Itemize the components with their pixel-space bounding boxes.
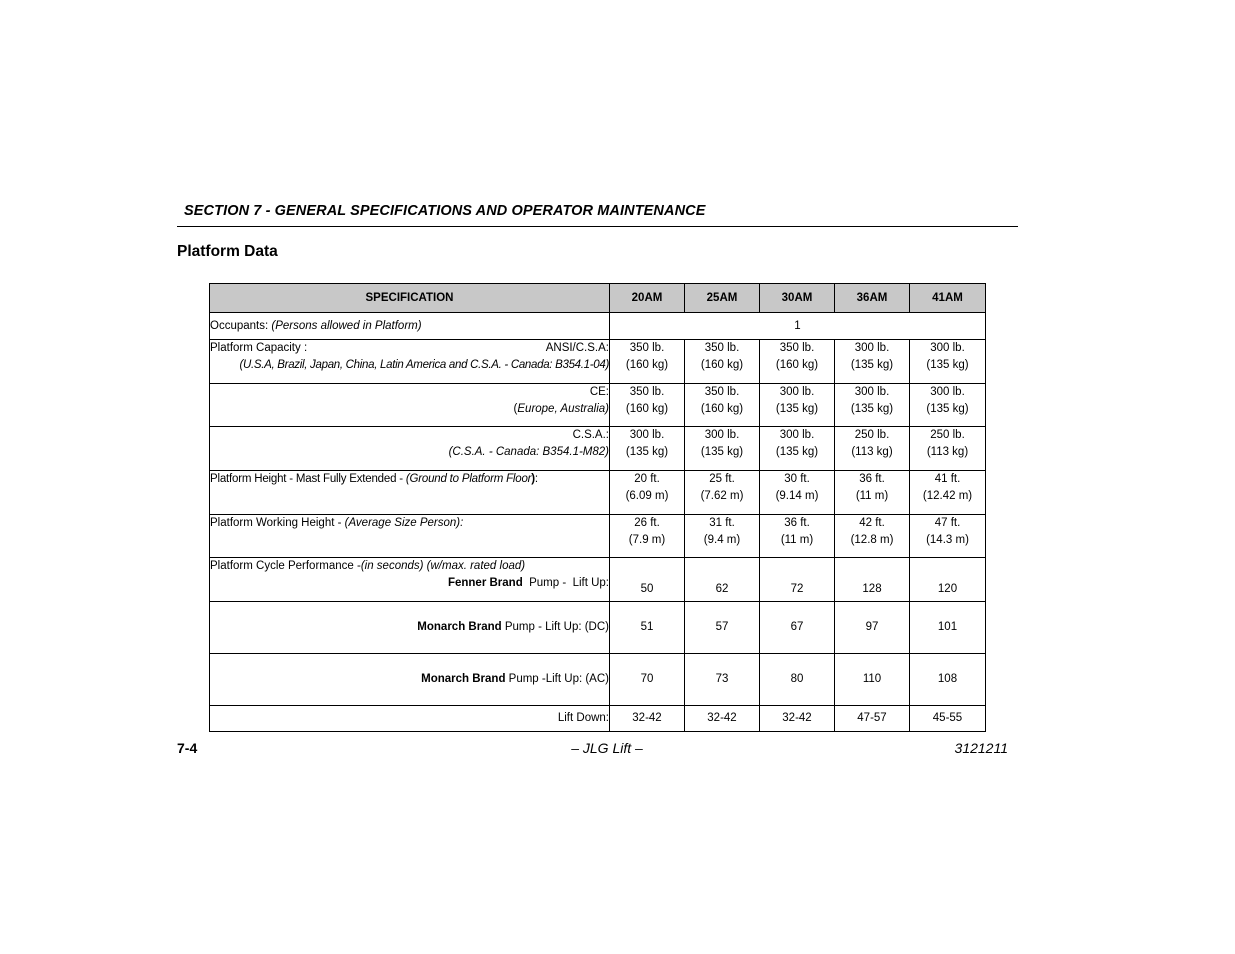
footer-brand: – JLG Lift – (571, 740, 643, 756)
table-cell: 120 (910, 558, 986, 602)
table-row-cycle-monarch-dc (210, 602, 986, 654)
table-cell: 108 (910, 654, 986, 706)
table-cell: 41 ft. (12.42 m) (910, 471, 986, 515)
table-cell: 300 lb. (135 kg) (685, 427, 760, 471)
table-cell: 97 (835, 602, 910, 654)
table-cell: 300 lb. (135 kg) (610, 427, 685, 471)
table-cell: 350 lb. (160 kg) (760, 340, 835, 384)
table-header-row (210, 284, 986, 313)
capacity-csa-label: C.S.A.: (C.S.A. - Canada: B354.1-M82) (210, 427, 610, 471)
table-cell: 350 lb. (160 kg) (685, 384, 760, 427)
table-cell: 50 (610, 558, 685, 602)
table-cell: 300 lb. (135 kg) (835, 340, 910, 384)
document-number: 3121211 (954, 740, 1008, 756)
table-row-working-height (210, 515, 986, 558)
section-divider (177, 226, 1018, 227)
lift-down-label: Lift Down: (210, 706, 610, 732)
table-cell: 101 (910, 602, 986, 654)
table-row-capacity-ansi (210, 340, 986, 384)
capacity-ce-label: CE: (Europe, Australia) (210, 384, 610, 427)
table-cell: 36 ft. (11 m) (835, 471, 910, 515)
table-cell: 31 ft. (9.4 m) (685, 515, 760, 558)
table-cell: 32-42 (760, 706, 835, 732)
table-cell: 350 lb. (160 kg) (685, 340, 760, 384)
table-cell: 300 lb. (135 kg) (760, 384, 835, 427)
occupants-label: Occupants: (Persons allowed in Platform) (210, 313, 610, 340)
table-cell: 110 (835, 654, 910, 706)
table-cell: 250 lb. (113 kg) (835, 427, 910, 471)
page-heading: Platform Data (177, 243, 278, 260)
column-header-30am: 30AM (760, 284, 835, 313)
column-header-36am: 36AM (835, 284, 910, 313)
table-cell: 42 ft. (12.8 m) (835, 515, 910, 558)
table-cell: 25 ft. (7.62 m) (685, 471, 760, 515)
page-number: 7-4 (177, 740, 198, 756)
table-cell: 32-42 (685, 706, 760, 732)
table-row-capacity-ce (210, 384, 986, 427)
table-cell: 36 ft. (11 m) (760, 515, 835, 558)
table-cell: 20 ft. (6.09 m) (610, 471, 685, 515)
section-title: SECTION 7 - GENERAL SPECIFICATIONS AND OPERATOR MAINTENANCE (184, 203, 706, 219)
table-cell: 62 (685, 558, 760, 602)
table-row-platform-height (210, 471, 986, 515)
table-cell: 300 lb. (135 kg) (760, 427, 835, 471)
column-header-41am: 41AM (910, 284, 986, 313)
table-cell: 350 lb. (160 kg) (610, 340, 685, 384)
column-header-specification: SPECIFICATION (210, 284, 610, 313)
cycle-fenner-label: Platform Cycle Performance -(in seconds) (w/max. rated load) Fenner Brand Pump - Lift Up: (210, 558, 610, 602)
column-header-25am: 25AM (685, 284, 760, 313)
table-cell: 30 ft. (9.14 m) (760, 471, 835, 515)
working-height-label: Platform Working Height - (Average Size Person): (210, 515, 610, 558)
platform-data-table (209, 283, 986, 732)
table-cell: 70 (610, 654, 685, 706)
cycle-monarch-dc-label: Monarch Brand Pump - Lift Up: (DC) (210, 602, 610, 654)
table-cell: 67 (760, 602, 835, 654)
table-cell: 300 lb. (135 kg) (910, 384, 986, 427)
table-row-capacity-csa (210, 427, 986, 471)
table-cell: 300 lb. (135 kg) (835, 384, 910, 427)
table-cell: 45-55 (910, 706, 986, 732)
table-cell: 128 (835, 558, 910, 602)
table-cell: 51 (610, 602, 685, 654)
cycle-monarch-ac-label: Monarch Brand Pump -Lift Up: (AC) (210, 654, 610, 706)
table-cell: 47-57 (835, 706, 910, 732)
table-cell: 72 (760, 558, 835, 602)
occupants-value: 1 (610, 313, 986, 340)
table-row-lift-down (210, 706, 986, 732)
table-cell: 73 (685, 654, 760, 706)
table-row-cycle-monarch-ac (210, 654, 986, 706)
platform-height-label: Platform Height - Mast Fully Extended - (Ground to Platform Floor): (210, 471, 610, 515)
table-row-cycle-fenner (210, 558, 986, 602)
table-cell: 57 (685, 602, 760, 654)
table-cell: 250 lb. (113 kg) (910, 427, 986, 471)
table-row-occupants (210, 313, 986, 340)
table-cell: 47 ft. (14.3 m) (910, 515, 986, 558)
table-cell: 300 lb. (135 kg) (910, 340, 986, 384)
table-cell: 80 (760, 654, 835, 706)
table-cell: 26 ft. (7.9 m) (610, 515, 685, 558)
capacity-ansi-label: Platform Capacity : ANSI/C.S.A: (U.S.A, Brazil, Japan, China, Latin America and C.S.A. - Canada: B354.1-04) (210, 340, 610, 384)
table-cell: 32-42 (610, 706, 685, 732)
table-cell: 350 lb. (160 kg) (610, 384, 685, 427)
column-header-20am: 20AM (610, 284, 685, 313)
